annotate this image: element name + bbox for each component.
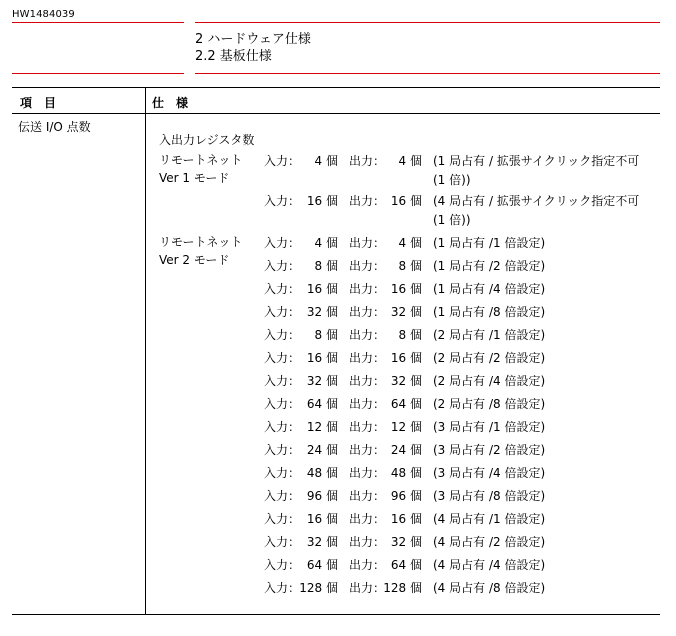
spec-heading-io-registers: 入出力レジスタ数 (159, 133, 255, 147)
row-note: (3 局占有 /8 倍設定) (433, 489, 546, 503)
header-rule-left-top (12, 22, 184, 23)
ver1-mode-line2: Ver 1 モード (159, 171, 230, 185)
row-note: (4 局占有 / 拡張サイクリック指定不可 (433, 194, 640, 208)
output-label: 出力： (349, 194, 386, 208)
output-value: 32 個 (390, 374, 422, 388)
table-column-divider (145, 87, 146, 615)
output-value: 12 個 (390, 420, 422, 434)
output-label: 出力： (349, 328, 386, 342)
output-value: 48 個 (390, 466, 422, 480)
row-note: (1 局占有 /4 倍設定) (433, 282, 546, 296)
output-value: 128 個 (383, 581, 422, 595)
table-bottom-rule (12, 614, 660, 615)
ver1-mode-line1: リモートネット (159, 153, 243, 167)
input-value: 32 個 (306, 305, 338, 319)
input-value: 64 個 (306, 558, 338, 572)
row-note: (2 局占有 /1 倍設定) (433, 328, 546, 342)
item-transfer-io-points: 伝送 I/O 点数 (18, 120, 91, 134)
ver1-mode-label (159, 151, 242, 187)
input-value: 4 個 (314, 236, 338, 250)
row-note: (2 局占有 /8 倍設定) (433, 397, 546, 411)
ver2-mode-line2: Ver 2 モード (159, 253, 230, 267)
input-label: 入力： (264, 535, 301, 549)
input-value: 16 個 (306, 351, 338, 365)
output-label: 出力： (349, 489, 386, 503)
input-label: 入力： (264, 351, 301, 365)
input-value: 8 個 (314, 328, 338, 342)
input-label: 入力： (264, 154, 301, 168)
input-label: 入力： (264, 374, 301, 388)
output-label: 出力： (349, 512, 386, 526)
output-label: 出力： (349, 374, 386, 388)
output-value: 4 個 (398, 154, 422, 168)
ver2-mode-line1: リモートネット (159, 235, 243, 249)
output-label: 出力： (349, 351, 386, 365)
output-label: 出力： (349, 305, 386, 319)
section-title: 2.2 基板仕様 (195, 49, 272, 64)
output-value: 4 個 (398, 236, 422, 250)
row-note: (4 局占有 /4 倍設定) (433, 558, 546, 572)
output-label: 出力： (349, 154, 386, 168)
output-value: 32 個 (390, 305, 422, 319)
output-value: 64 個 (390, 558, 422, 572)
output-label: 出力： (349, 259, 386, 273)
column-header-item: 項 目 (20, 96, 57, 110)
input-label: 入力： (264, 512, 301, 526)
output-value: 32 個 (390, 535, 422, 549)
output-value: 64 個 (390, 397, 422, 411)
row-note: (3 局占有 /2 倍設定) (433, 443, 546, 457)
input-value: 16 個 (306, 194, 338, 208)
output-value: 8 個 (398, 328, 422, 342)
header-rule-right-top (195, 22, 660, 23)
input-label: 入力： (264, 443, 301, 457)
document-id: HW1484039 (12, 9, 75, 20)
row-note: (1 局占有 /8 倍設定) (433, 305, 546, 319)
input-value: 24 個 (306, 443, 338, 457)
output-label: 出力： (349, 282, 386, 296)
input-label: 入力： (264, 282, 301, 296)
input-value: 4 個 (314, 154, 338, 168)
output-value: 96 個 (390, 489, 422, 503)
table-top-rule (12, 87, 660, 88)
row-note: (4 局占有 /1 倍設定) (433, 512, 546, 526)
output-value: 24 個 (390, 443, 422, 457)
output-value: 16 個 (390, 282, 422, 296)
output-label: 出力： (349, 420, 386, 434)
output-value: 16 個 (390, 194, 422, 208)
input-value: 96 個 (306, 489, 338, 503)
output-label: 出力： (349, 535, 386, 549)
input-value: 64 個 (306, 397, 338, 411)
input-label: 入力： (264, 489, 301, 503)
input-label: 入力： (264, 236, 301, 250)
chapter-title: 2 ハードウェア仕様 (195, 32, 311, 47)
input-value: 48 個 (306, 466, 338, 480)
output-label: 出力： (349, 466, 386, 480)
row-note: (1 局占有 / 拡張サイクリック指定不可 (433, 154, 640, 168)
input-label: 入力： (264, 420, 301, 434)
column-header-spec: 仕 様 (152, 96, 189, 110)
input-label: 入力： (264, 328, 301, 342)
row-note: (4 局占有 /8 倍設定) (433, 581, 546, 595)
header-rule-right-bottom (195, 73, 660, 74)
input-value: 32 個 (306, 535, 338, 549)
input-value: 16 個 (306, 282, 338, 296)
input-value: 32 個 (306, 374, 338, 388)
table-header-rule (12, 113, 660, 114)
row-note: (4 局占有 /2 倍設定) (433, 535, 546, 549)
row-note: (1 局占有 /2 倍設定) (433, 259, 546, 273)
row-note: (3 局占有 /4 倍設定) (433, 466, 546, 480)
row-note: (1 局占有 /1 倍設定) (433, 236, 546, 250)
input-value: 16 個 (306, 512, 338, 526)
input-label: 入力： (264, 581, 301, 595)
output-label: 出力： (349, 397, 386, 411)
output-value: 16 個 (390, 351, 422, 365)
input-label: 入力： (264, 194, 301, 208)
input-label: 入力： (264, 305, 301, 319)
row-note: (2 局占有 /2 倍設定) (433, 351, 546, 365)
ver2-mode-label (159, 233, 242, 269)
input-label: 入力： (264, 397, 301, 411)
output-value: 16 個 (390, 512, 422, 526)
row-note: (2 局占有 /4 倍設定) (433, 374, 546, 388)
input-value: 8 個 (314, 259, 338, 273)
input-label: 入力： (264, 259, 301, 273)
output-label: 出力： (349, 236, 386, 250)
input-label: 入力： (264, 558, 301, 572)
row-note-continued: (1 倍)) (433, 173, 471, 187)
header-rule-left-bottom (12, 73, 184, 74)
output-label: 出力： (349, 443, 386, 457)
output-value: 8 個 (398, 259, 422, 273)
input-value: 12 個 (306, 420, 338, 434)
input-label: 入力： (264, 466, 301, 480)
row-note: (3 局占有 /1 倍設定) (433, 420, 546, 434)
row-note-continued: (1 倍)) (433, 213, 471, 227)
output-label: 出力： (349, 558, 386, 572)
input-value: 128 個 (299, 581, 338, 595)
output-label: 出力： (349, 581, 386, 595)
